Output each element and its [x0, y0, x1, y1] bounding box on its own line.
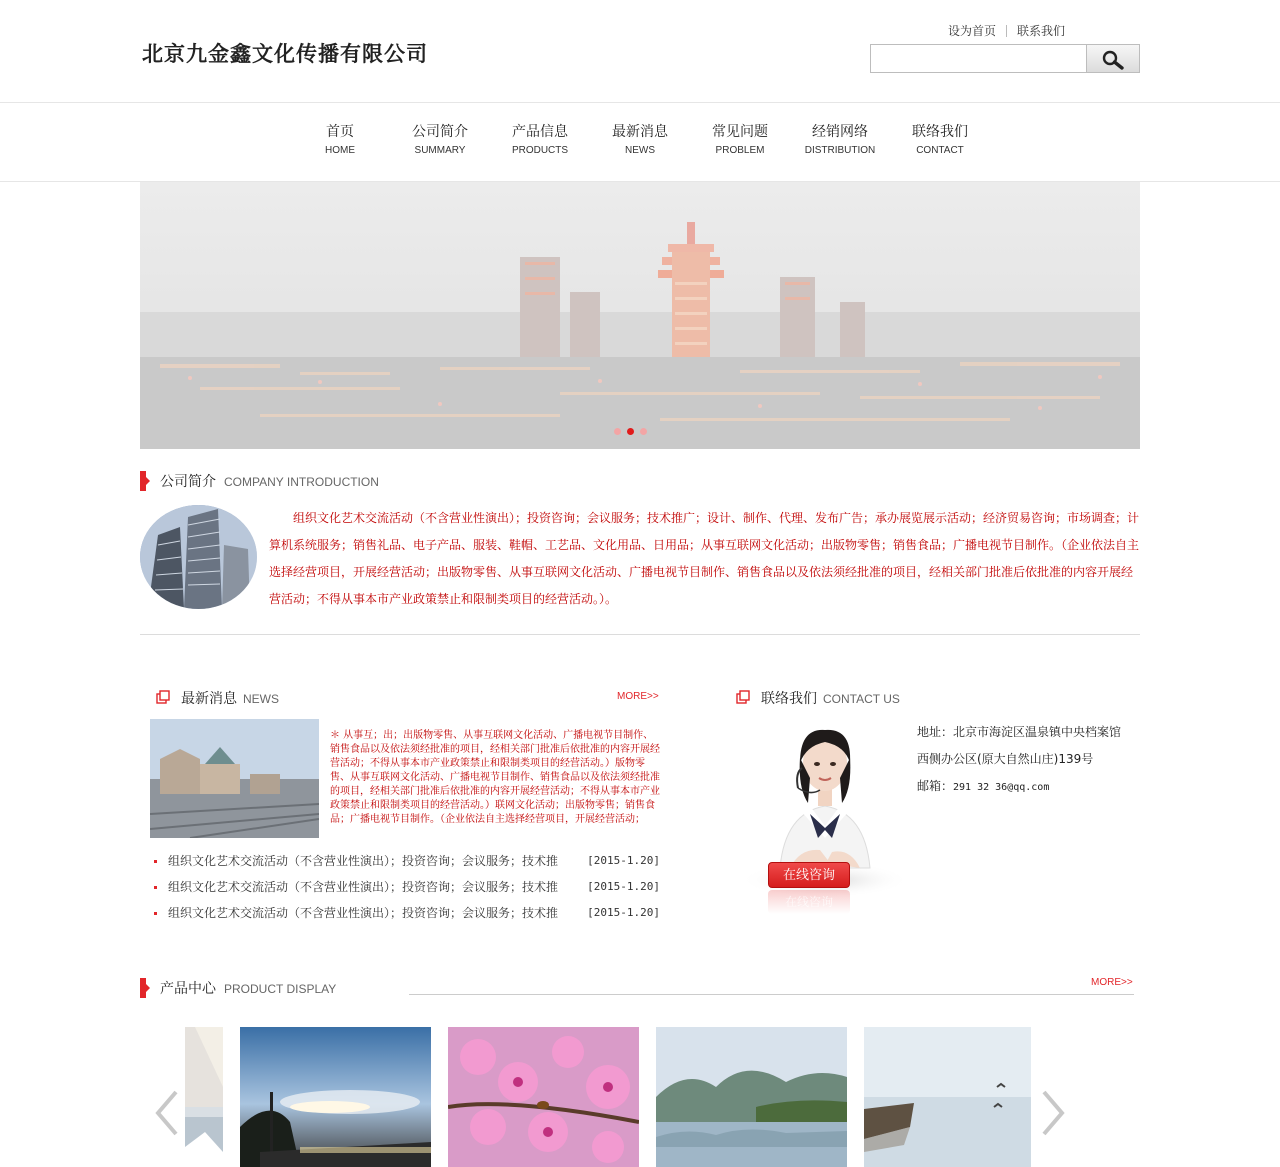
section-marker-icon — [140, 978, 146, 998]
nav-label: 产品信息 — [512, 124, 568, 140]
set-homepage-link[interactable]: 设为首页 — [948, 24, 997, 38]
news-item-date: [2015-1.20] — [587, 854, 660, 867]
contact-section-title — [736, 688, 900, 708]
banner-dot-3[interactable] — [640, 428, 647, 435]
nav-label: 最新消息 — [612, 124, 668, 140]
nav-label: 常见问题 — [712, 124, 768, 140]
nav-sublabel: PROBLEM — [715, 145, 765, 156]
news-summary-text: ＊ 从事互；出；出版物零售、从事互联网文化活动、广播电视节目制作、销售食品以及依法须经批准的项目，经相关部门批准后依批准的内容开展经营活动；不得从事本市产业政策禁止和限制类项目的经营活动。）版物零售、从事互联网文化活动、广播电视节目制作、销售食品以及依法须经批准的项目，经相关部门批准后依批准的内容开展经营活动；不得从事本市产业政策禁止和限制类项目的经营活动。）联网文化活动；出版物零售；销售食品；广播电视节目制作。（企业依法自主选择经营项目，开展经营活动； — [330, 730, 660, 825]
news-icon — [156, 690, 170, 704]
nav-item-summary[interactable] — [390, 103, 490, 158]
nav-label: 首页 — [326, 124, 354, 140]
banner-dot-1[interactable] — [614, 428, 621, 435]
products-title-en: PRODUCT DISPLAY — [224, 982, 337, 996]
site-logo[interactable]: 北京九金鑫文化传播有限公司 — [142, 41, 428, 66]
email-value[interactable]: 291 32 36@qq.com — [953, 782, 1050, 793]
nav-item-products[interactable] — [490, 103, 590, 158]
news-title-en: NEWS — [243, 692, 279, 706]
contact-title-en: CONTACT US — [823, 692, 900, 706]
intro-section-title — [140, 471, 379, 491]
intro-title-en: COMPANY INTRODUCTION — [224, 475, 379, 489]
divider — [1006, 25, 1007, 37]
nav-sublabel: NEWS — [625, 145, 655, 156]
contact-email — [917, 773, 1121, 801]
product-image-blossom[interactable] — [448, 1027, 639, 1167]
search-input[interactable] — [870, 44, 1086, 73]
news-item-date: [2015-1.20] — [587, 880, 660, 893]
section-marker-icon — [140, 471, 146, 491]
site-header — [0, 0, 1280, 103]
intro-building-image — [140, 505, 257, 609]
news-item-title: 组织文化艺术交流活动（不含营业性演出）；投资咨询；会议服务；技术推 — [154, 876, 558, 902]
news-item-title: 组织文化艺术交流活动（不含营业性演出）；投资咨询；会议服务；技术推 — [154, 850, 558, 876]
news-list — [154, 850, 660, 928]
divider — [409, 994, 1134, 995]
banner-dot-2[interactable] — [627, 428, 634, 435]
nav-sublabel: SUMMARY — [414, 145, 466, 156]
intro-text: 组织文化艺术交流活动（不含营业性演出）；投资咨询；会议服务；技术推广；设计、制作、代理、发布广告；承办展览展示活动；经济贸易咨询；市场调查；计算机系统服务；销售礼品、电子产品、服装、鞋帽、工艺品、文化用品、日用品；从事互联网文化活动；出版物零售；销售食品；广播电视节目制作。（企业依法自主选择经营项目，开展经营活动；出版物零售、从事互联网文化活动、广播电视节目制作、销售食品以及依法须经批准的项目，经相关部门批准后依批准的内容开展经营活动；不得从事本市产业政策禁止和限制类项目的经营活动。）。 — [269, 511, 1140, 606]
contact-address-line2: 西侧办公区(原大自然山庄)139号 — [917, 752, 1094, 766]
nav-item-problem[interactable] — [690, 103, 790, 158]
news-item-date: [2015-1.20] — [587, 906, 660, 919]
nav-label: 公司简介 — [412, 124, 468, 140]
nav-sublabel: PRODUCTS — [511, 145, 569, 156]
nav-label: 经销网络 — [812, 124, 868, 140]
nav-item-home[interactable] — [290, 103, 390, 158]
products-title-cn: 产品中心 — [160, 981, 216, 997]
product-image-partial[interactable] — [185, 1027, 223, 1167]
contact-title-cn: 联络我们 — [761, 691, 817, 707]
nav-label: 联络我们 — [912, 124, 968, 140]
news-title-cn: 最新消息 — [181, 691, 237, 707]
contact-us-link[interactable]: 联系我们 — [1017, 24, 1066, 38]
banner-cityscape-image — [140, 182, 1140, 449]
consult-button-reflection: 在线咨询 — [768, 890, 850, 914]
news-item-title: 组织文化艺术交流活动（不含营业性演出）；投资咨询；会议服务；技术推 — [154, 902, 558, 928]
contact-info — [917, 719, 1121, 801]
list-item[interactable] — [154, 902, 660, 928]
main-nav — [0, 103, 1280, 182]
contact-icon — [736, 690, 750, 704]
online-consult-button[interactable]: 在线咨询 — [768, 862, 850, 888]
news-more-link[interactable]: MORE>> — [617, 691, 659, 702]
product-image-boat[interactable] — [864, 1027, 1031, 1167]
carousel-next-arrow-icon[interactable] — [1038, 1090, 1068, 1136]
nav-item-news[interactable] — [590, 103, 690, 158]
search-icon — [1101, 50, 1125, 70]
search-box — [870, 44, 1140, 73]
list-item[interactable] — [154, 850, 660, 876]
divider — [140, 634, 1140, 635]
news-section-title — [156, 688, 279, 708]
nav-item-contact[interactable] — [890, 103, 990, 158]
banner-pagination — [614, 428, 647, 435]
products-more-link[interactable]: MORE>> — [1091, 977, 1133, 988]
hero-banner[interactable] — [140, 182, 1140, 449]
news-thumbnail-image[interactable] — [150, 719, 319, 838]
nav-sublabel: CONTACT — [916, 145, 964, 156]
intro-title-cn: 公司简介 — [160, 474, 216, 490]
top-links — [948, 22, 1065, 39]
product-image-sunset[interactable] — [240, 1027, 431, 1167]
nav-sublabel: DISTRIBUTION — [804, 145, 876, 156]
email-label: 邮箱： — [917, 779, 954, 793]
product-image-lake[interactable] — [656, 1027, 847, 1167]
contact-address-line1: 地址：北京市海淀区温泉镇中央档案馆 — [917, 725, 1122, 739]
nav-item-distribution[interactable] — [790, 103, 890, 158]
search-button[interactable] — [1086, 44, 1140, 73]
list-item[interactable] — [154, 876, 660, 902]
carousel-prev-arrow-icon[interactable] — [152, 1090, 182, 1136]
products-section-title — [140, 978, 336, 998]
nav-sublabel: HOME — [325, 145, 355, 156]
